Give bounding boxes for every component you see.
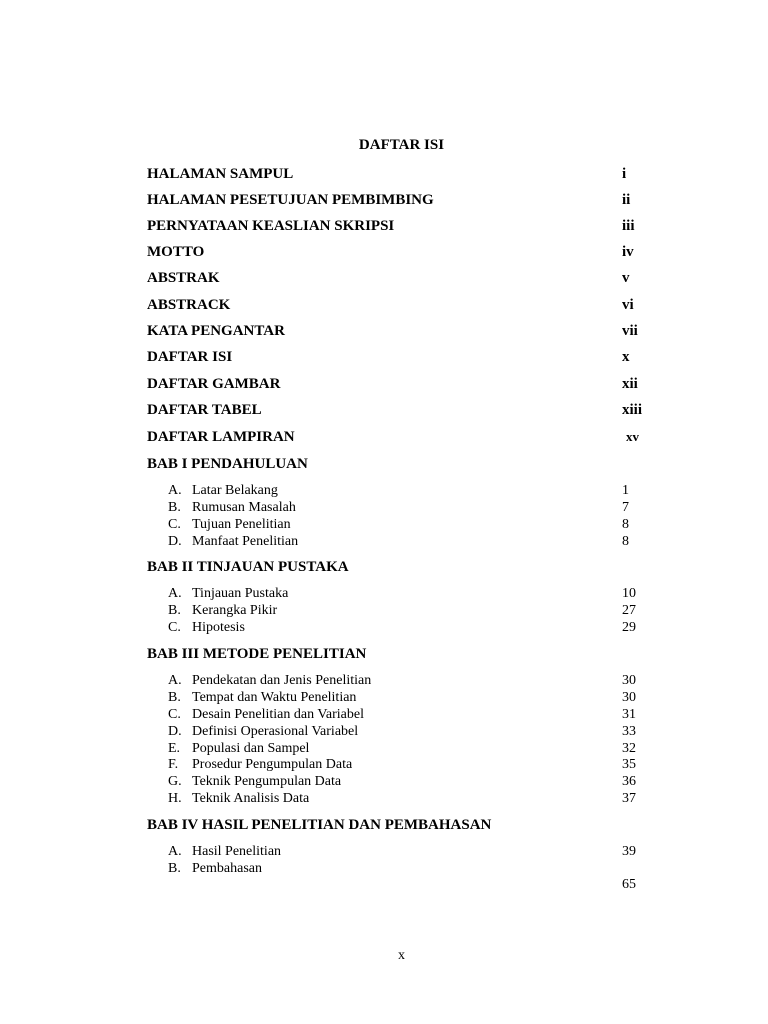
section-label: Tinjauan Pustaka — [192, 586, 289, 601]
section-page: 7 — [622, 500, 629, 515]
toc-entry-page: vi — [622, 297, 634, 313]
toc-entry-page: ii — [622, 192, 631, 208]
section-page: 29 — [622, 620, 636, 635]
section-page: 35 — [622, 757, 636, 772]
section-entry — [168, 602, 648, 619]
section-label: Pembahasan — [192, 861, 262, 876]
section-entry — [168, 843, 648, 860]
section-entry — [168, 790, 648, 807]
toc-entry — [147, 295, 647, 315]
section-letter: A. — [168, 483, 182, 498]
toc-entry-page: x — [622, 349, 630, 365]
section-entry — [168, 689, 648, 706]
section-label: Hasil Penelitian — [192, 844, 282, 859]
page-number-footer: x — [398, 948, 405, 963]
section-letter: G. — [168, 774, 182, 789]
toc-entry — [147, 242, 647, 262]
section-label: Desain Penelitian dan Variabel — [192, 707, 364, 722]
toc-entry-page: iii — [622, 218, 635, 234]
toc-entry — [147, 268, 647, 288]
section-label: Teknik Analisis Data — [192, 791, 310, 806]
toc-entry — [147, 400, 647, 420]
section-page: 30 — [622, 690, 636, 705]
section-label: Manfaat Penelitian — [192, 534, 299, 549]
section-entry — [168, 499, 648, 516]
section-label: Tujuan Penelitian — [192, 517, 291, 532]
section-entry — [168, 482, 648, 499]
section-letter: B. — [168, 690, 181, 705]
section-letter: H. — [168, 791, 182, 806]
section-page: 39 — [622, 844, 636, 859]
toc-entry-label: PERNYATAAN KEASLIAN SKRIPSI — [147, 218, 395, 234]
chapter-title: BAB II TINJAUAN PUSTAKA — [147, 559, 349, 575]
toc-entry — [147, 427, 647, 447]
toc-entry — [147, 216, 647, 236]
toc-entry-label: DAFTAR TABEL — [147, 402, 262, 418]
toc-entry — [147, 164, 647, 184]
section-page: 31 — [622, 707, 636, 722]
section-letter: A. — [168, 673, 182, 688]
chapter-title: BAB I PENDAHULUAN — [147, 456, 308, 472]
section-label: Pendekatan dan Jenis Penelitian — [192, 673, 372, 688]
section-letter: C. — [168, 517, 181, 532]
chapter-heading — [147, 815, 647, 835]
section-label: Latar Belakang — [192, 483, 278, 498]
toc-entry-label: KATA PENGANTAR — [147, 323, 285, 339]
section-label: Rumusan Masalah — [192, 500, 296, 515]
section-letter: B. — [168, 603, 181, 618]
section-page-wrapped: 65 — [622, 877, 636, 892]
section-page: 36 — [622, 774, 636, 789]
section-letter: C. — [168, 620, 181, 635]
toc-entry-label: ABSTRAK — [147, 270, 220, 286]
section-letter: E. — [168, 741, 181, 756]
section-letter: D. — [168, 534, 182, 549]
section-label: Tempat dan Waktu Penelitian — [192, 690, 357, 705]
section-entry — [168, 740, 648, 757]
toc-entry-page: iv — [622, 244, 634, 260]
section-entry — [168, 672, 648, 689]
chapter-title: BAB III METODE PENELITIAN — [147, 646, 367, 662]
page-title: DAFTAR ISI — [358, 137, 445, 153]
toc-entry — [147, 374, 647, 394]
chapter-heading — [147, 454, 647, 474]
section-letter: B. — [168, 861, 181, 876]
toc-entry-page: xv — [626, 429, 639, 444]
section-page: 37 — [622, 791, 636, 806]
toc-entry-page: xiii — [622, 402, 643, 418]
section-page: 8 — [622, 517, 629, 532]
toc-entry-label: MOTTO — [147, 244, 205, 260]
chapter-heading — [147, 644, 647, 664]
section-letter: F. — [168, 757, 179, 772]
section-entry — [168, 585, 648, 602]
section-letter: B. — [168, 500, 181, 515]
section-entry — [168, 516, 648, 533]
section-letter: D. — [168, 724, 182, 739]
toc-entry-label: DAFTAR GAMBAR — [147, 376, 281, 392]
section-letter: A. — [168, 586, 182, 601]
section-entry — [168, 860, 648, 877]
section-page: 30 — [622, 673, 636, 688]
toc-entry-label: HALAMAN SAMPUL — [147, 166, 294, 182]
section-label: Teknik Pengumpulan Data — [192, 774, 342, 789]
toc-entry-label: HALAMAN PESETUJUAN PEMBIMBING — [147, 192, 434, 208]
section-entry — [168, 706, 648, 723]
toc-entry-label: DAFTAR ISI — [147, 349, 233, 365]
section-page: 33 — [622, 724, 636, 739]
section-entry — [168, 533, 648, 550]
toc-entry-page: v — [622, 270, 630, 286]
toc-entry — [147, 190, 647, 210]
section-entry — [168, 619, 648, 636]
section-entry — [168, 723, 648, 740]
toc-entry — [147, 321, 647, 341]
section-letter: C. — [168, 707, 181, 722]
toc-entry-page: i — [622, 166, 627, 182]
section-label: Kerangka Pikir — [192, 603, 278, 618]
section-label: Prosedur Pengumpulan Data — [192, 757, 353, 772]
toc-entry-page: vii — [622, 323, 638, 339]
section-page: 27 — [622, 603, 636, 618]
section-letter: A. — [168, 844, 182, 859]
toc-entry-page: xii — [622, 376, 638, 392]
chapter-heading — [147, 557, 647, 577]
toc-entry — [147, 347, 647, 367]
section-page: 32 — [622, 741, 636, 756]
section-label: Hipotesis — [192, 620, 245, 635]
chapter-title: BAB IV HASIL PENELITIAN DAN PEMBAHASAN — [147, 817, 492, 833]
section-label: Definisi Operasional Variabel — [192, 724, 359, 739]
toc-entry-label: ABSTRACK — [147, 297, 231, 313]
section-label: Populasi dan Sampel — [192, 741, 310, 756]
section-entry — [168, 773, 648, 790]
section-page: 10 — [622, 586, 636, 601]
section-page: 1 — [622, 483, 629, 498]
section-entry — [168, 756, 648, 773]
toc-entry-label: DAFTAR LAMPIRAN — [147, 429, 295, 445]
section-page: 8 — [622, 534, 629, 549]
